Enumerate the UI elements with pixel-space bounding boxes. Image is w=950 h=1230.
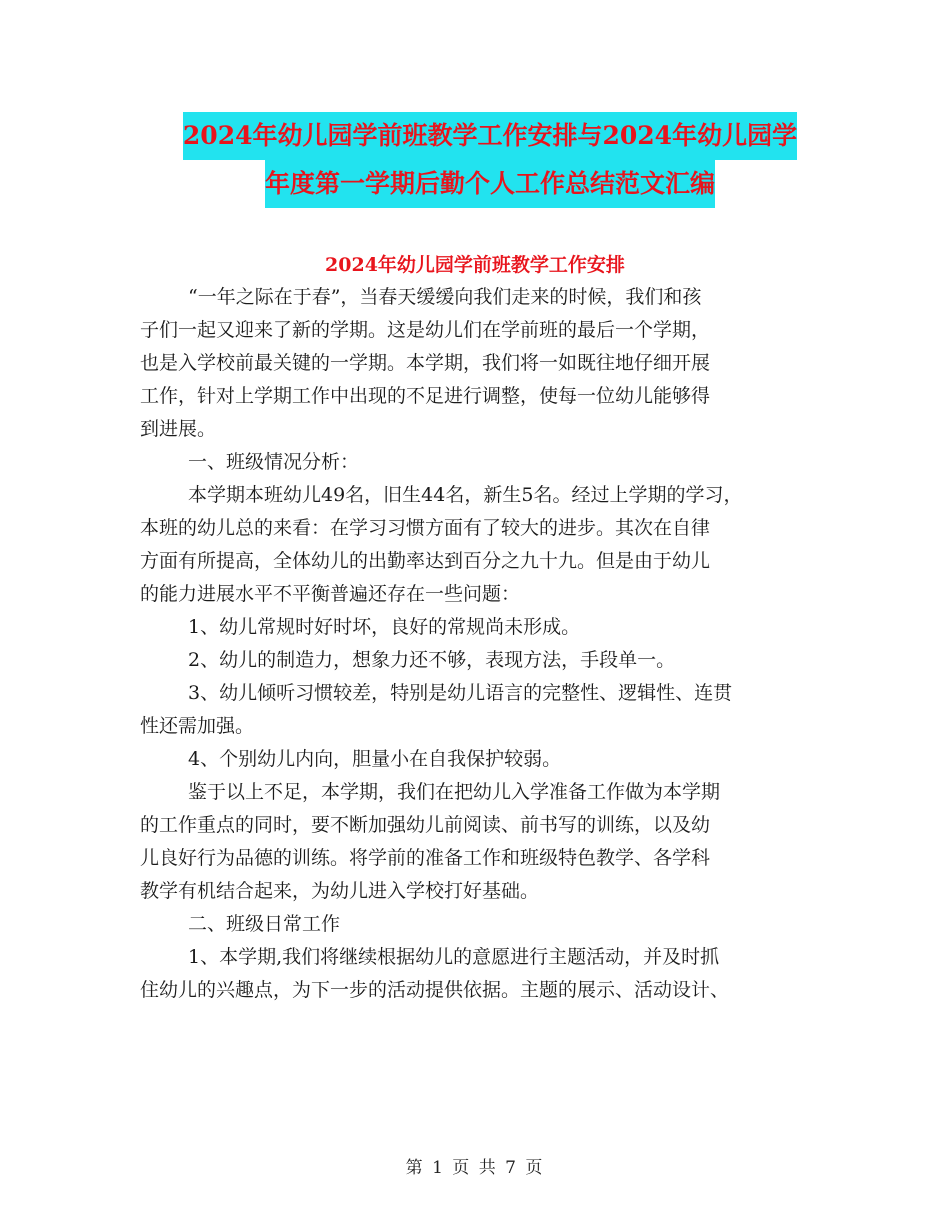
paragraph-line: 也是入学校前最关键的一学期。本学期，我们将一如既往地仔细开展 (140, 352, 711, 374)
paragraph-line: 住幼儿的兴趣点，为下一步的活动提供依据。主题的展示、活动设计、 (140, 979, 730, 1001)
document-title (140, 112, 840, 208)
list-item: 4、个别幼儿内向，胆量小在自我保护较弱。 (188, 748, 562, 770)
paragraph-line: “一年之际在于春”，当春天缓缓向我们走来的时候，我们和孩 (188, 286, 702, 308)
list-item: 2、幼儿的制造力，想象力还不够，表现方法，手段单一。 (188, 649, 676, 671)
paragraph-line: 教学有机结合起来，为幼儿进入学校打好基础。 (140, 880, 540, 902)
paragraph-line: 的能力进展水平不平衡普遍还存在一些问题： (140, 583, 521, 605)
heading-line: 二、班级日常工作 (188, 913, 341, 935)
title-line-1: 2024年幼儿园学前班教学工作安排与2024年幼儿园学 (183, 112, 797, 160)
list-item: 1、幼儿常规时好时坏，良好的常规尚未形成。 (188, 616, 581, 638)
paragraph-line: 子们一起又迎来了新的学期。这是幼儿们在学前班的最后一个学期， (140, 319, 711, 341)
list-item: 1、本学期,我们将继续根据幼儿的意愿进行主题活动，并及时抓 (188, 946, 720, 968)
section-title: 2024年幼儿园学前班教学工作安排 (325, 254, 625, 276)
title-line-2: 年度第一学期后勤个人工作总结范文汇编 (265, 160, 715, 208)
page-footer: 第 1 页 共 7 页 (405, 1158, 545, 1178)
list-item: 3、幼儿倾听习惯较差，特别是幼儿语言的完整性、逻辑性、连贯 (188, 682, 733, 704)
paragraph-line: 儿良好行为品德的训练。将学前的准备工作和班级特色教学、各学科 (140, 847, 711, 869)
paragraph-line: 鉴于以上不足，本学期，我们在把幼儿入学准备工作做为本学期 (188, 781, 721, 803)
paragraph-line: 性还需加强。 (140, 715, 255, 737)
paragraph-line: 到进展。 (140, 418, 217, 440)
paragraph-line: 方面有所提高，全体幼儿的出勤率达到百分之九十九。但是由于幼儿 (140, 550, 711, 572)
paragraph-line: 本班的幼儿总的来看：在学习习惯方面有了较大的进步。其次在自律 (140, 517, 711, 539)
paragraph-line: 的工作重点的同时，要不断加强幼儿前阅读、前书写的训练，以及幼 (140, 814, 711, 836)
document-body (140, 281, 830, 1007)
heading-line: 一、班级情况分析： (188, 451, 360, 473)
paragraph-line: 工作，针对上学期工作中出现的不足进行调整，使每一位幼儿能够得 (140, 385, 711, 407)
paragraph-line: 本学期本班幼儿49名，旧生44名，新生5名。经过上学期的学习， (188, 484, 743, 506)
